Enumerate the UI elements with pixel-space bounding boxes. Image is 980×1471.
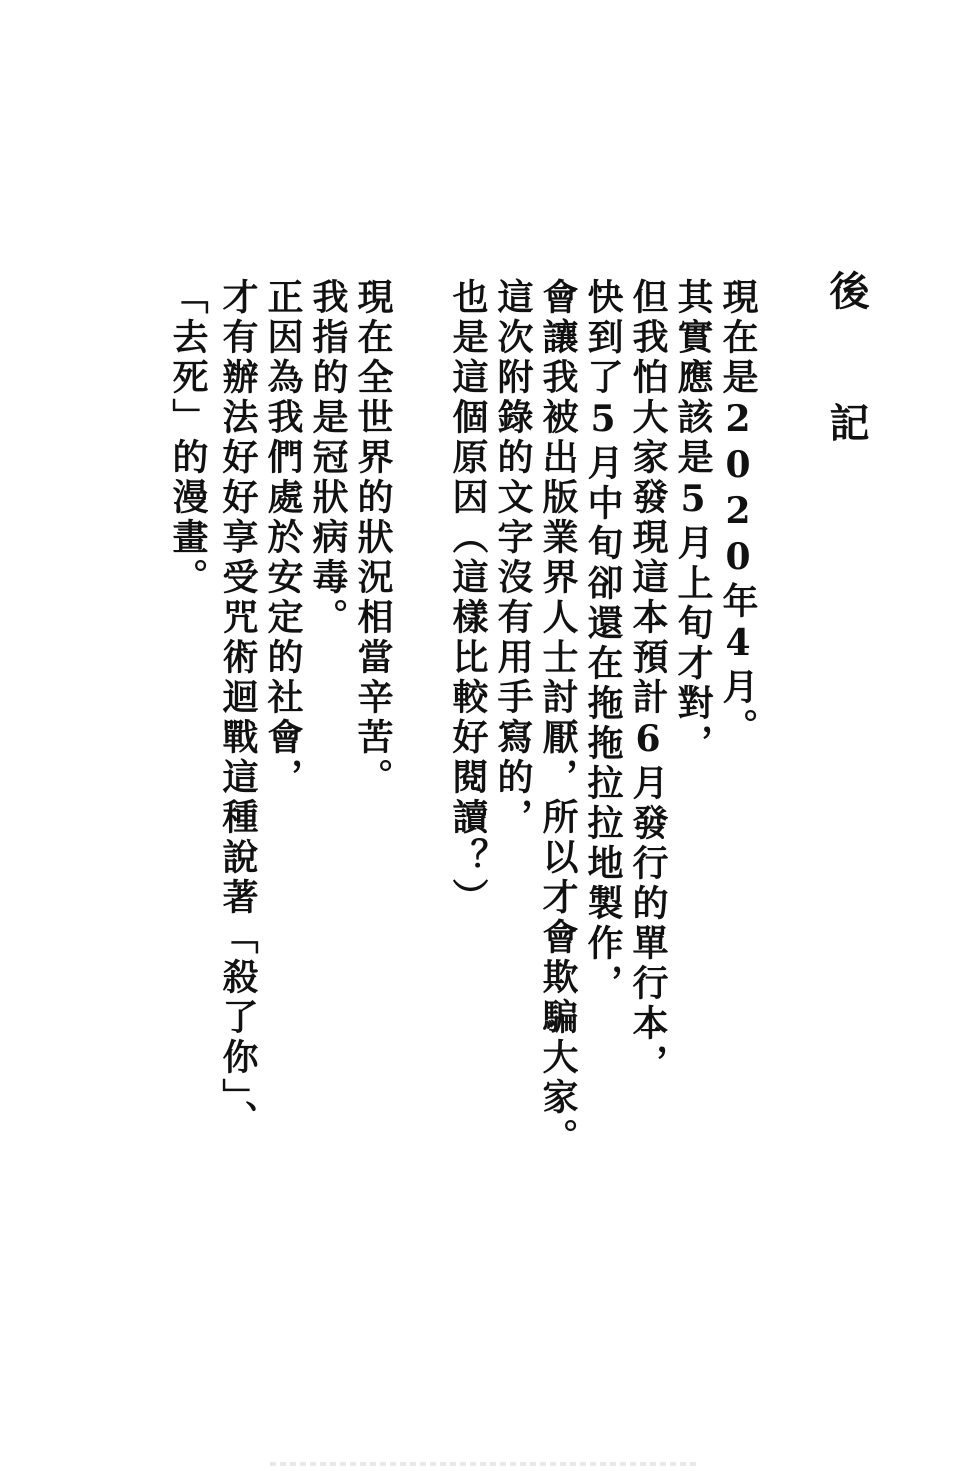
afterword-title: 後記 (823, 270, 870, 534)
afterword-line: 「去死」的漫畫。 (167, 278, 209, 598)
afterword-line: 也是這個原因（這樣比較好閱讀？） (447, 278, 489, 918)
afterword-line: 其實應該是5月上旬才對， (672, 278, 714, 764)
afterword-line: 會讓我被出版業界人士討厭，所以才會欺騙大家。 (537, 278, 579, 1158)
afterword-line: 現在全世界的狀況相當辛苦。 (352, 278, 394, 798)
afterword-line: 正因為我們處於安定的社會， (262, 278, 304, 798)
afterword-line: 這次附錄的文字沒有用手寫的， (492, 278, 534, 838)
afterword-line: 但我怕大家發現這本預計6月發行的單行本， (627, 278, 669, 1084)
afterword-line: 我指的是冠狀病毒。 (307, 278, 349, 638)
afterword-line: 才有辦法好好享受咒術迴戰這種說著「殺了你」、 (217, 278, 259, 1140)
afterword-line: 現在是2020年4月。 (717, 278, 759, 748)
afterword-line: 快到了5月中旬卻還在拖拖拉拉地製作， (582, 278, 624, 1004)
scan-artifact-line (270, 1462, 700, 1466)
